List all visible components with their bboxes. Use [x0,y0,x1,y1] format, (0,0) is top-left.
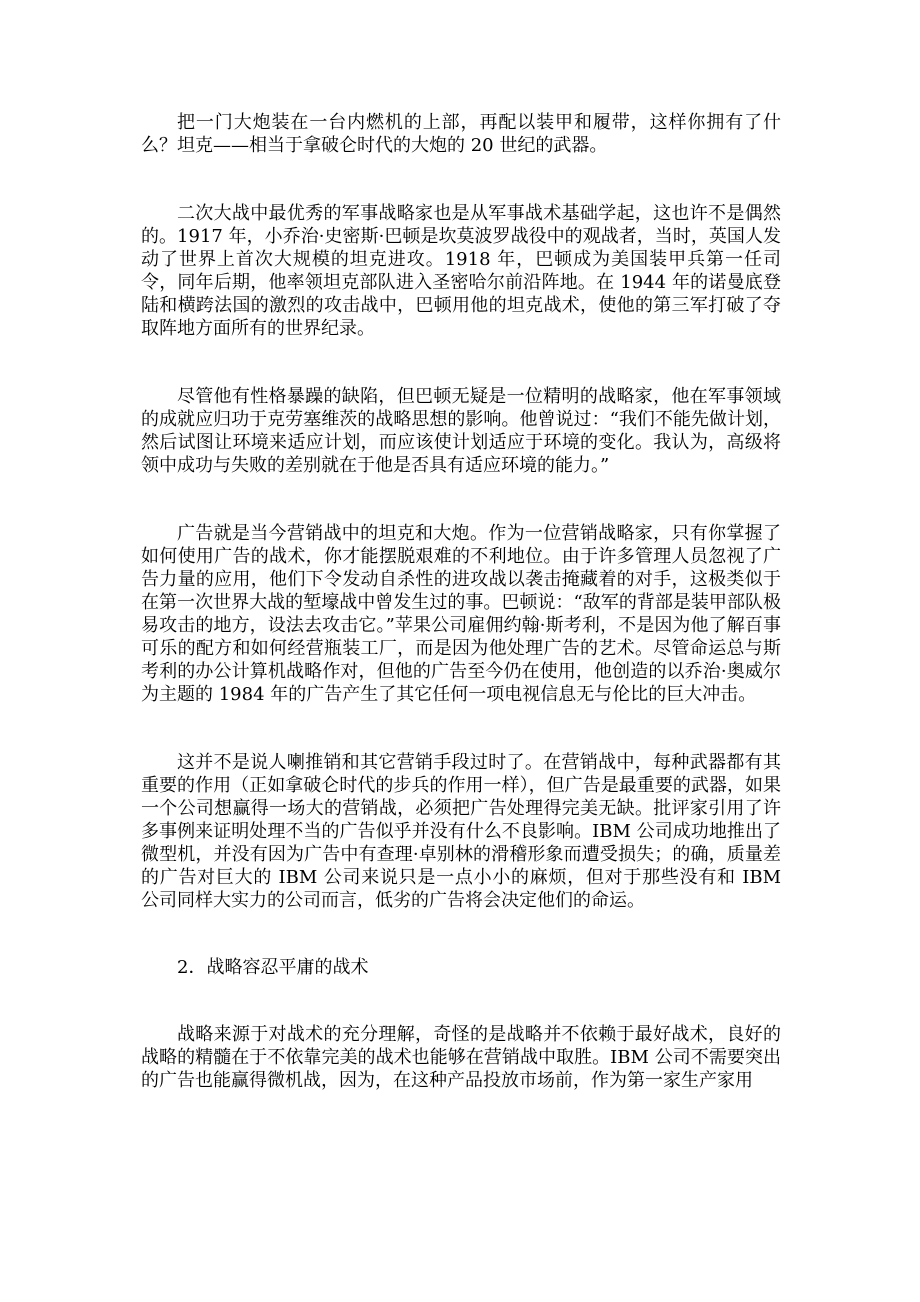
paragraph-gap [141,340,781,385]
paragraph-gap [141,706,781,751]
paragraph-gap [141,979,781,1023]
paragraph-gap [141,912,781,956]
paragraph-gap [141,477,781,522]
paragraph-strategy: 战略来源于对战术的充分理解，奇怪的是战略并不依赖于最好战术，良好的战略的精髓在于不依靠完美的战术也能够在营销战中取胜。IBM 公司不需要突出的广告也能赢得微机战，因为，在这种产品投放市场前，作为第一家生产家用 [141,1024,781,1091]
section-heading: 2．战略容忍平庸的战术 [177,957,369,978]
document-page [141,111,781,1092]
paragraph-patton-history: 二次大战中最优秀的军事战略家也是从军事战术基础学起，这也许不是偶然的。1917 年，小乔治·史密斯·巴顿是坎莫波罗战役中的观战者，当时，英国人发动了世界上首次大规模的坦克进攻。1918 年，巴顿成为美国装甲兵第一任司令，同年后期，他率领坦克部队进入圣密哈尔前沿阵地。在 1944 年的诺曼底登陆和横跨法国的激烈的攻击战中，巴顿用他的坦克战术，使他的第三军打破了夺取阵地方面所有的世界纪录。 [141,203,781,339]
paragraph-tank: 把一门大炮装在一台内燃机的上部，再配以装甲和履带，这样你拥有了什么？坦克——相当于拿破仑时代的大炮的 20 世纪的武器。 [141,112,781,156]
paragraph-advertising: 广告就是当今营销战中的坦克和大炮。作为一位营销战略家，只有你掌握了如何使用广告的战术，你才能摆脱艰难的不利地位。由于许多管理人员忽视了广告力量的应用，他们下令发动自杀性的进攻战以袭击掩藏着的对手，这极类似于在第一次世界大战的堑壕战中曾发生过的事。巴顿说：“敌军的背部是装甲部队极易攻击的地方，设法去攻击它。”苹果公司雇佣约翰·斯考利，不是因为他了解百事可乐的配方和如何经营瓶装工厂，而是因为他处理广告的艺术。尽管命运总与斯考利的办公计算机战略作对，但他的广告至今仍在使用，他创造的以乔治·奥威尔为主题的 1984 年的广告产生了其它任何一项电视信息无与伦比的巨大冲击。 [141,523,781,705]
paragraph-ibm: 这并不是说人喇推销和其它营销手段过时了。在营销战中，每种武器都有其重要的作用（正如拿破仑时代的步兵的作用一样），但广告是最重要的武器，如果一个公司想赢得一场大的营销战，必须把广告处理得完美无缺。批评家引用了许多事例来证明处理不当的广告似乎并没有什么不良影响。IBM 公司成功地推出了微型机，并没有因为广告中有查理·卓别林的滑稽形象而遭受损失；的确，质量差的广告对巨大的 IBM 公司来说只是一点小小的麻烦，但对于那些没有和 IBM 公司同样大实力的公司而言，低劣的广告将会决定他们的命运。 [141,752,781,911]
paragraph-patton-quote: 尽管他有性格暴躁的缺陷，但巴顿无疑是一位精明的战略家，他在军事领域的成就应归功于克劳塞维茨的战略思想的影响。他曾说过：“我们不能先做计划，然后试图让环境来适应计划，而应该使计划适应于环境的变化。我认为，高级将领中成功与失败的差别就在于他是否具有适应环境的能力。” [141,386,781,476]
paragraph-gap [141,157,781,202]
